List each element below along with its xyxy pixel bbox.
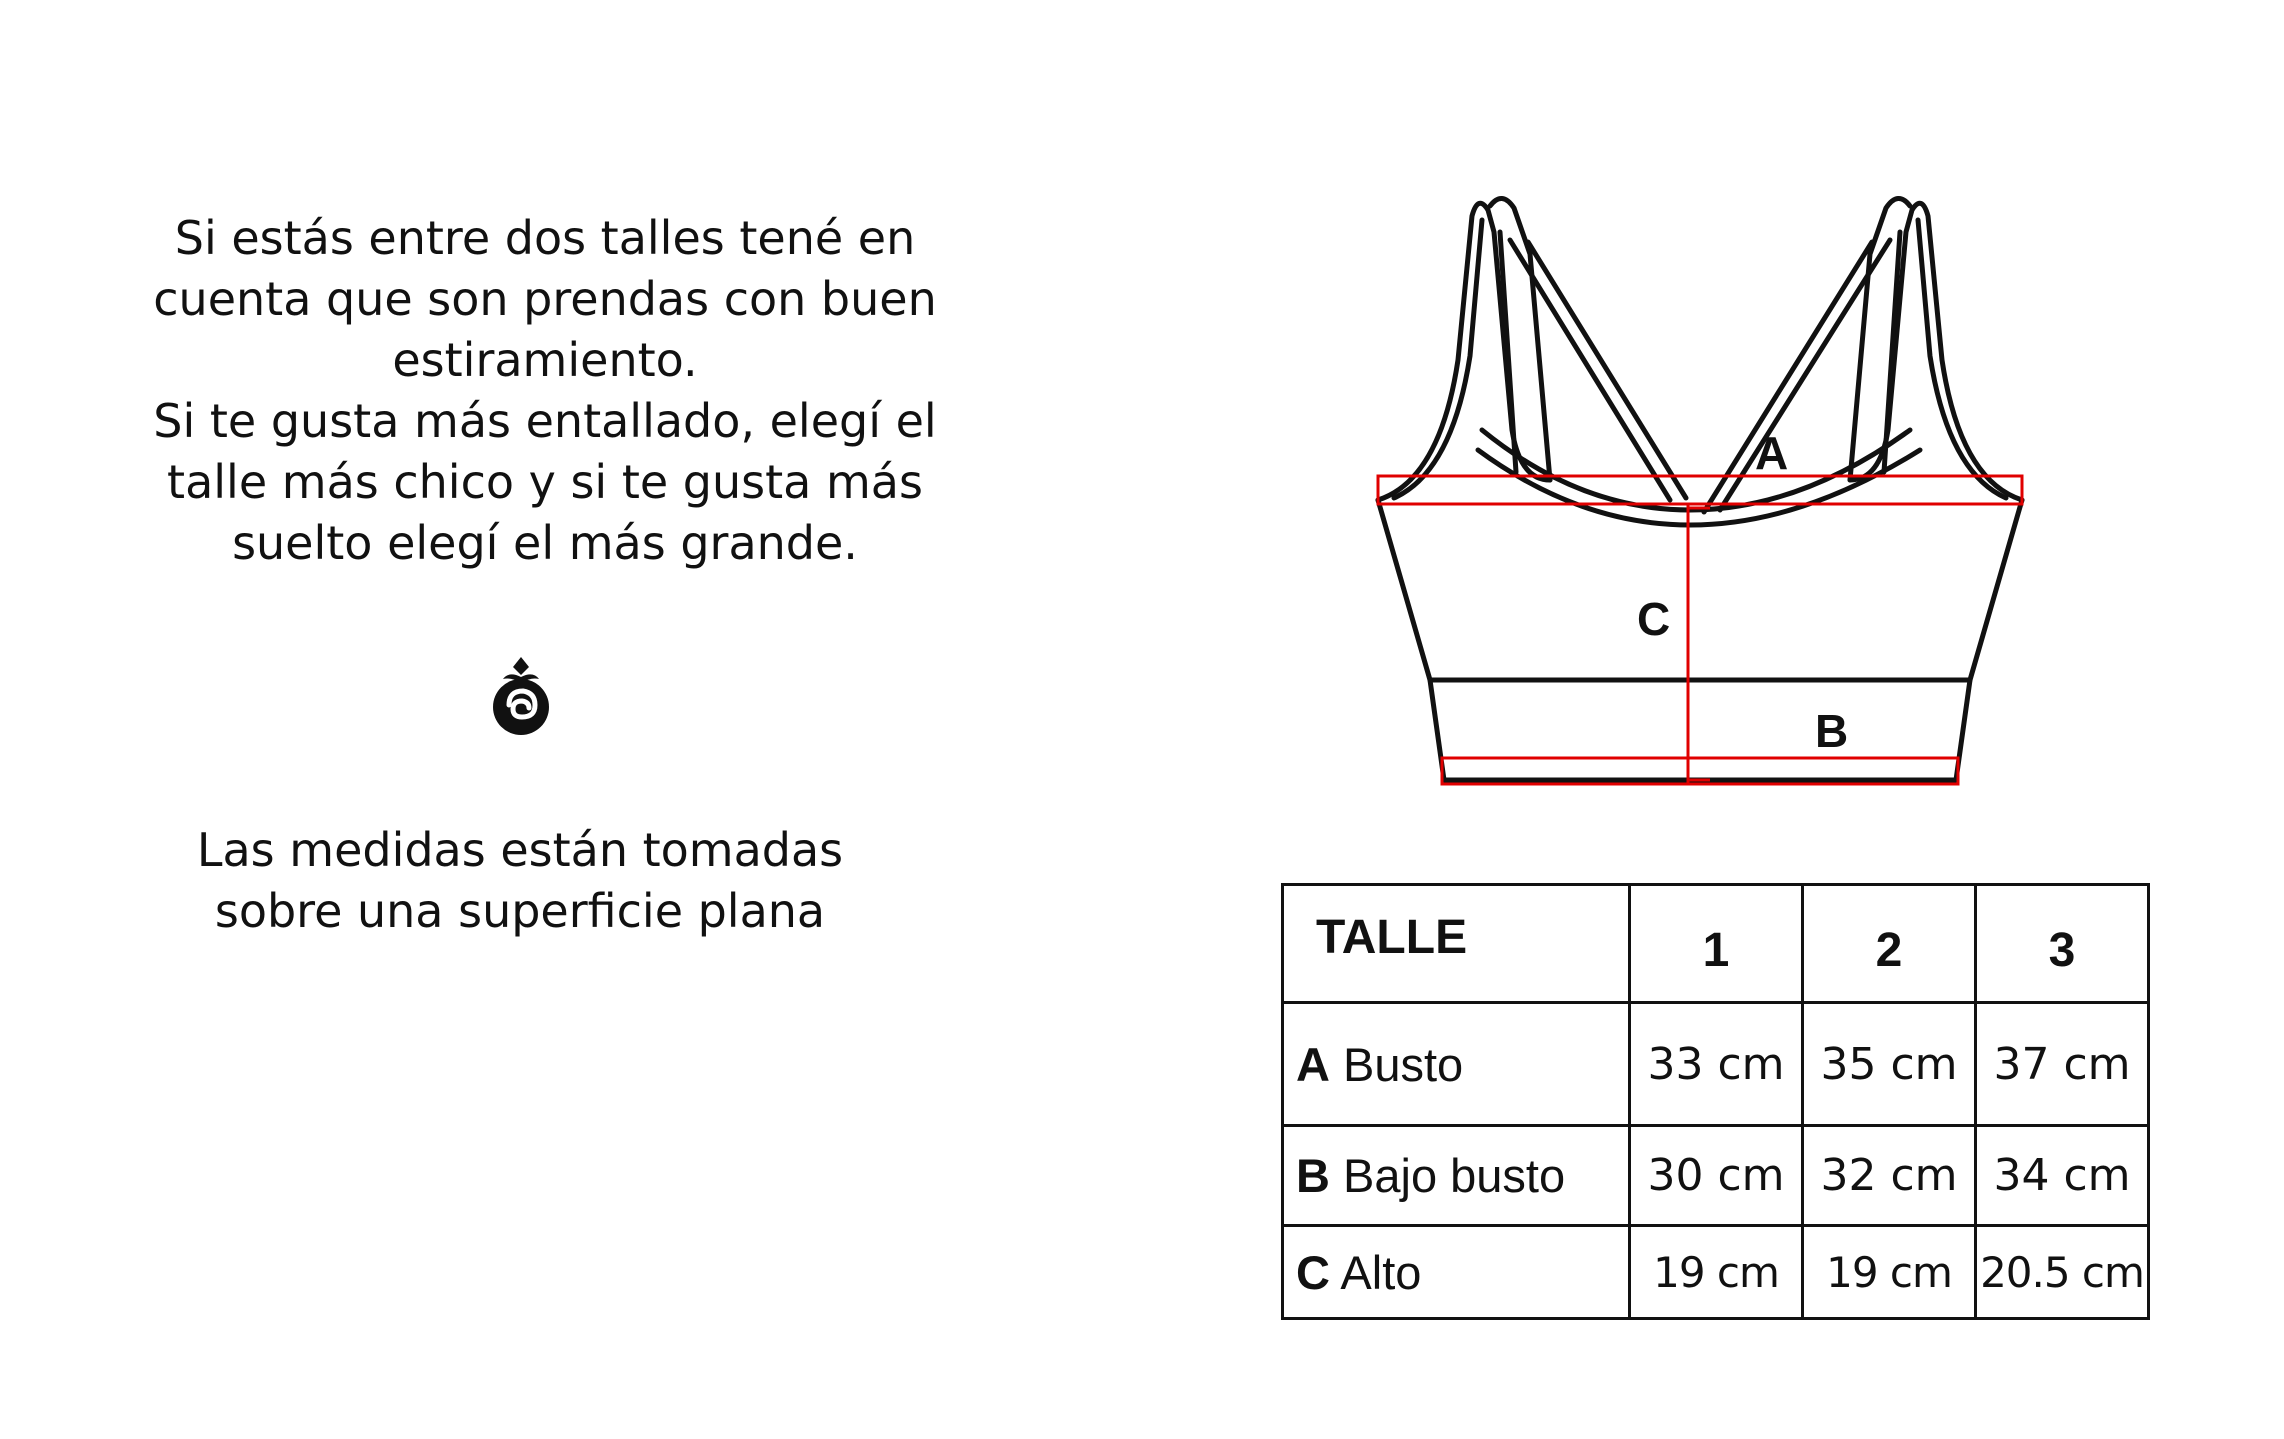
cell-value: 30 cm	[1630, 1126, 1803, 1226]
row-letter: B	[1296, 1149, 1330, 1202]
header-talle: TALLE	[1283, 885, 1630, 1003]
cell-value: 19 cm	[1630, 1226, 1803, 1319]
table-row	[1283, 1003, 2149, 1126]
cell-value: 32 cm	[1803, 1126, 1976, 1226]
cell-value: 37 cm	[1976, 1003, 2149, 1126]
table-header-row	[1283, 885, 2149, 1003]
row-name: Busto	[1343, 1037, 1464, 1091]
row-label-busto	[1283, 1003, 1630, 1126]
row-letter: A	[1296, 1037, 1330, 1091]
cell-value: 19 cm	[1803, 1226, 1976, 1319]
measurement-note-text: Las medidas están tomadas sobre una superficie plana	[196, 823, 844, 938]
header-size-3: 3	[1976, 885, 2149, 1003]
measure-label-b: B	[1815, 705, 1849, 757]
table-row	[1283, 1126, 2149, 1226]
header-size-2: 2	[1803, 885, 1976, 1003]
row-name: Bajo busto	[1343, 1149, 1566, 1202]
row-name: Alto	[1340, 1245, 1422, 1299]
cell-value: 33 cm	[1630, 1003, 1803, 1126]
size-chart-table	[1281, 883, 2150, 1320]
sports-bra-diagram	[1360, 180, 2040, 800]
table-row	[1283, 1226, 2149, 1319]
cell-value: 20.5 cm	[1976, 1226, 2149, 1319]
header-size-1: 1	[1630, 885, 1803, 1003]
row-label-alto	[1283, 1226, 1630, 1319]
row-label-bajo-busto	[1283, 1126, 1630, 1226]
cell-value: 34 cm	[1976, 1126, 2149, 1226]
row-letter: C	[1296, 1245, 1330, 1299]
cell-value: 35 cm	[1803, 1003, 1976, 1126]
measure-label-a: A	[1755, 427, 1789, 479]
measure-label-c: C	[1637, 593, 1671, 645]
spiral-flame-logo-icon	[489, 655, 553, 737]
size-tip-text: Si estás entre dos talles tené en cuenta que son prendas con buen estiramiento. Si te gusta más entallado, elegí el talle más chico y si te gusta más suelto elegí el más grande.	[153, 211, 937, 570]
